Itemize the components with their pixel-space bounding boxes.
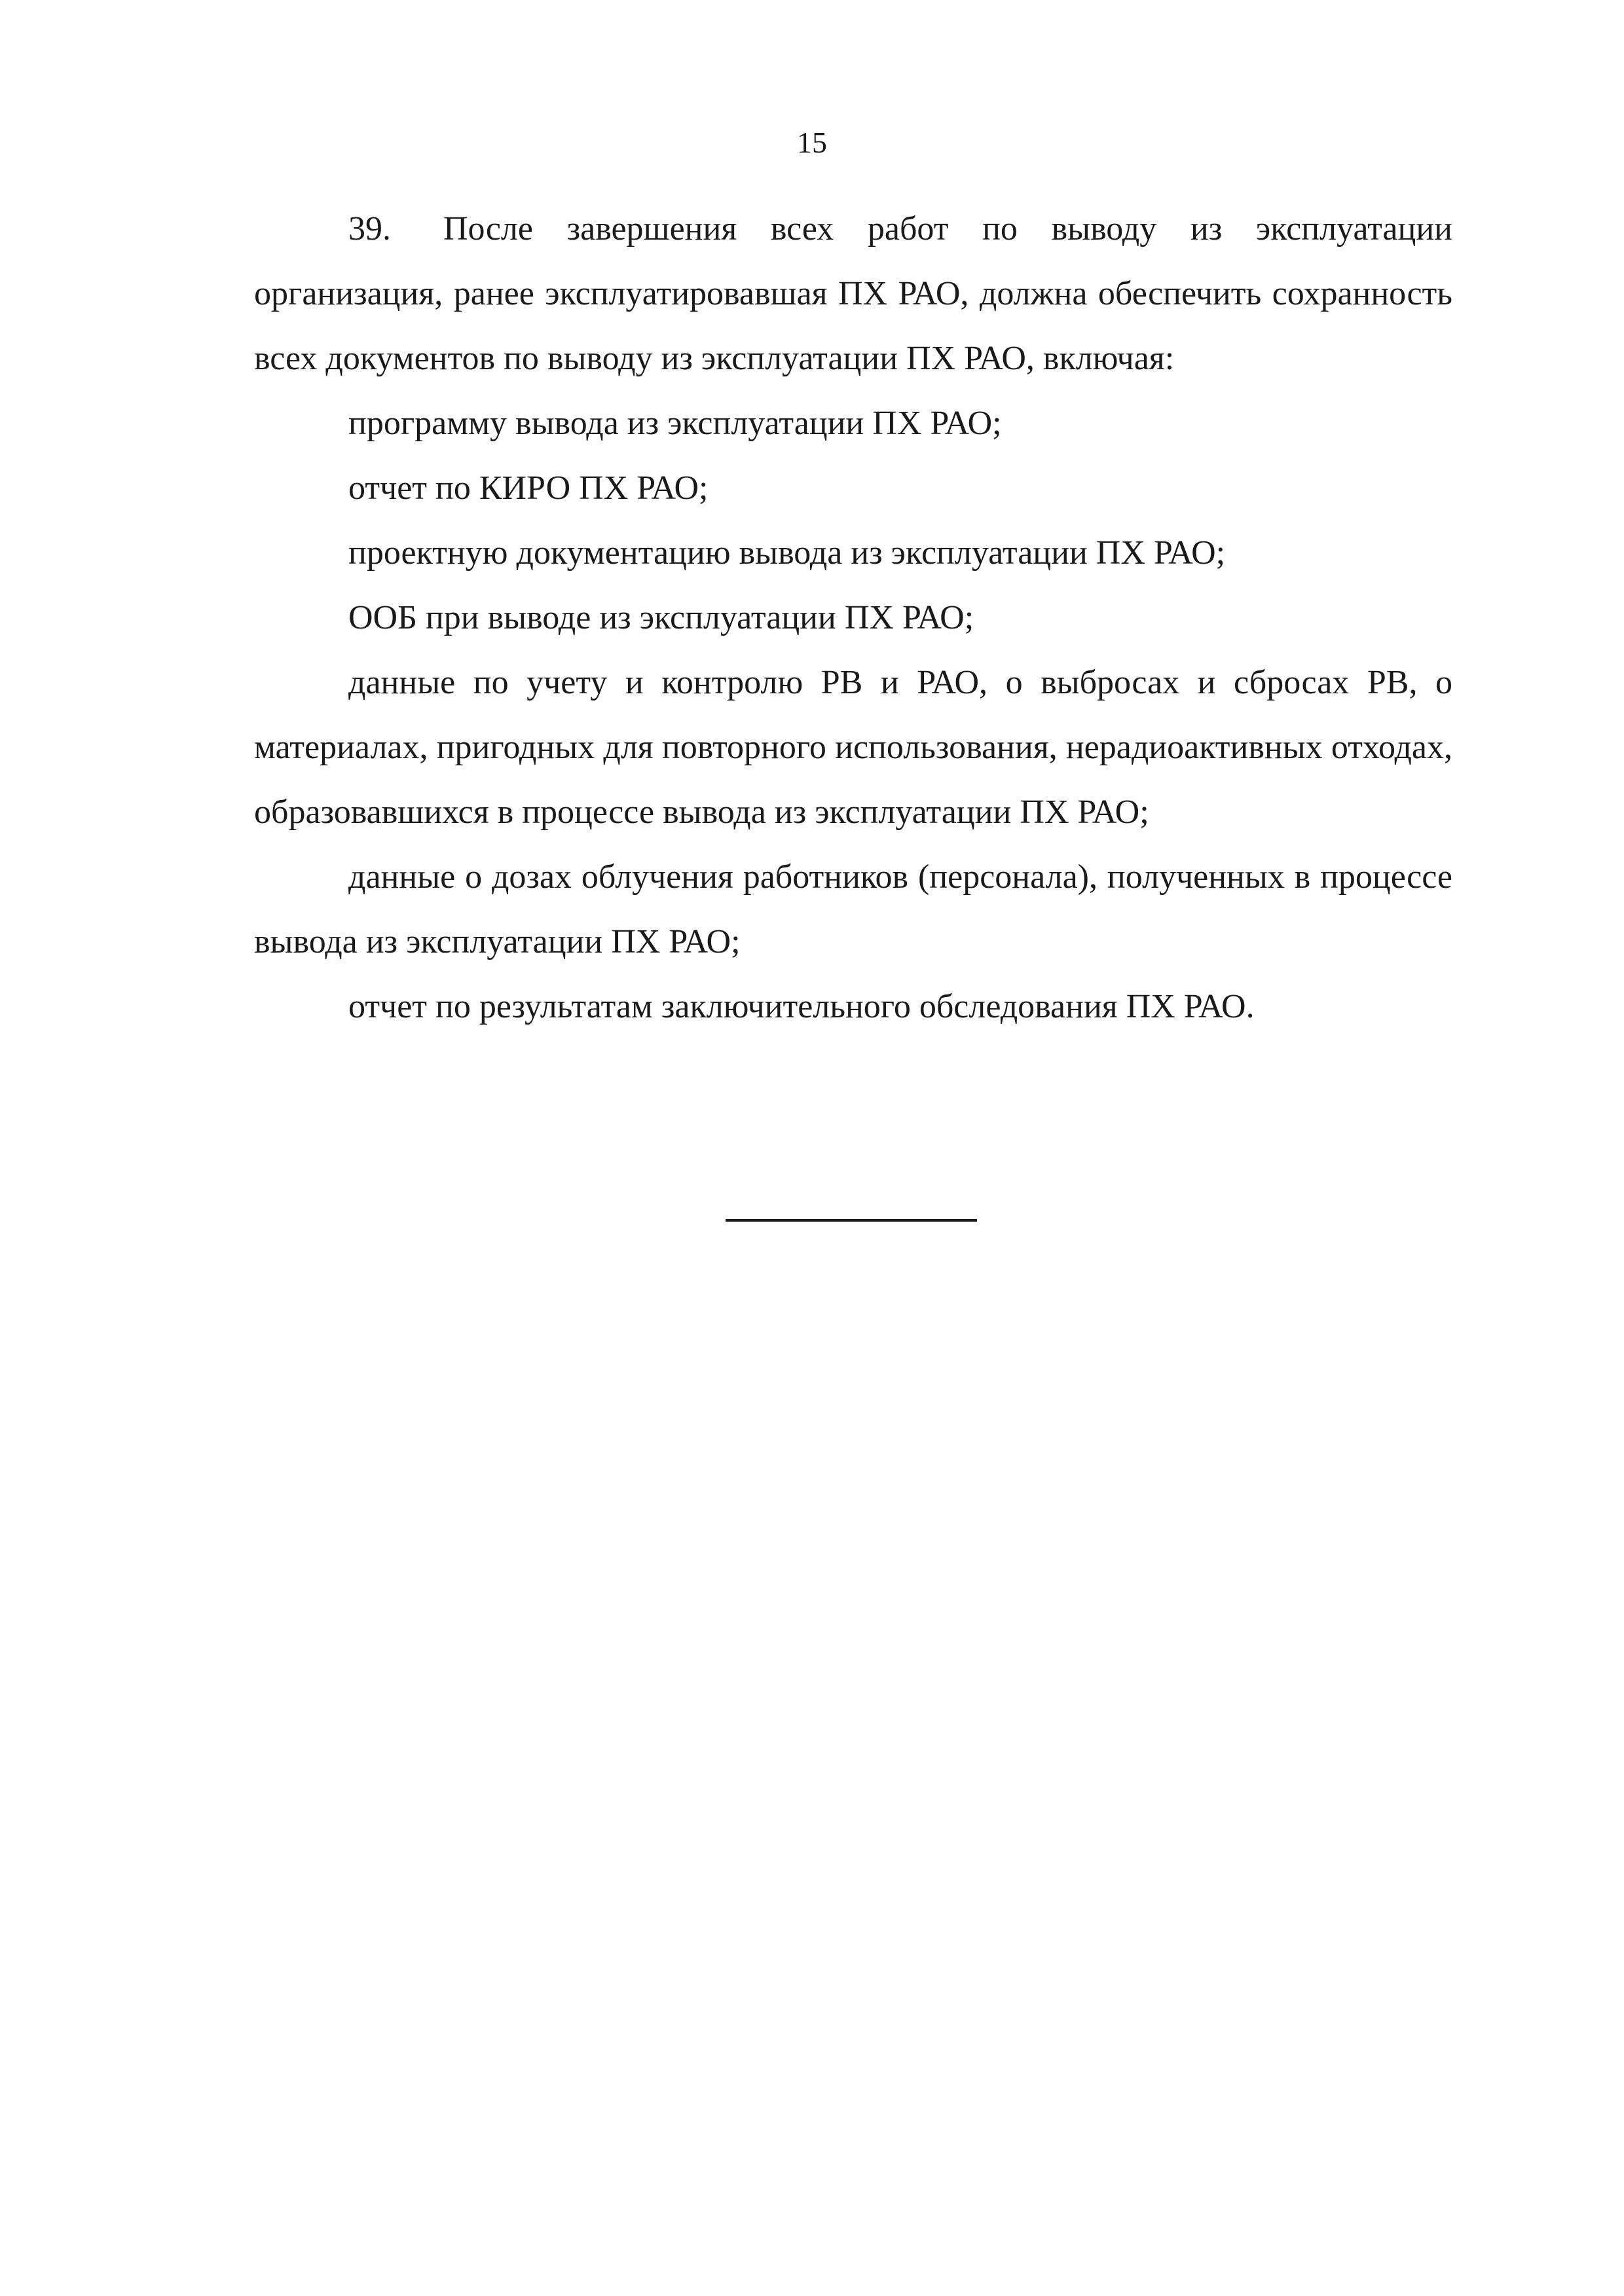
list-item: проектную документацию вывода из эксплуатации ПХ РАО; [348,534,1226,572]
list-item: ООБ при выводе из эксплуатации ПХ РАО; [348,599,974,636]
document-body [254,196,1452,1039]
list-item: данные о дозах облучения работников (персонала), полученных в процессе вывода из эксплуатации ПХ РАО; [254,858,1452,960]
page-number: 15 [797,126,827,159]
list-item: программу вывода из эксплуатации ПХ РАО; [348,405,1002,442]
list-item: отчет по КИРО ПХ РАО; [348,469,709,507]
paragraph-number: 39. [348,210,391,247]
list-item: данные по учету и контролю РВ и РАО, о выбросах и сбросах РВ, о материалах, пригодных для повторного использования, нерадиоактивных отходах, образовавшихся в процессе вывода из эксплуатации ПХ РАО; [254,664,1452,831]
paragraph-39 [254,196,1452,391]
end-of-document-rule [726,1219,977,1222]
list-item: отчет по результатам заключительного обследования ПХ РАО. [348,988,1255,1025]
paragraph-intro-text: После завершения всех работ по выводу из эксплуатации организация, ранее эксплуатировавшая ПХ РАО, должна обеспечить сохранность всех документов по выводу из эксплуатации ПХ РАО, включая: [254,210,1452,377]
